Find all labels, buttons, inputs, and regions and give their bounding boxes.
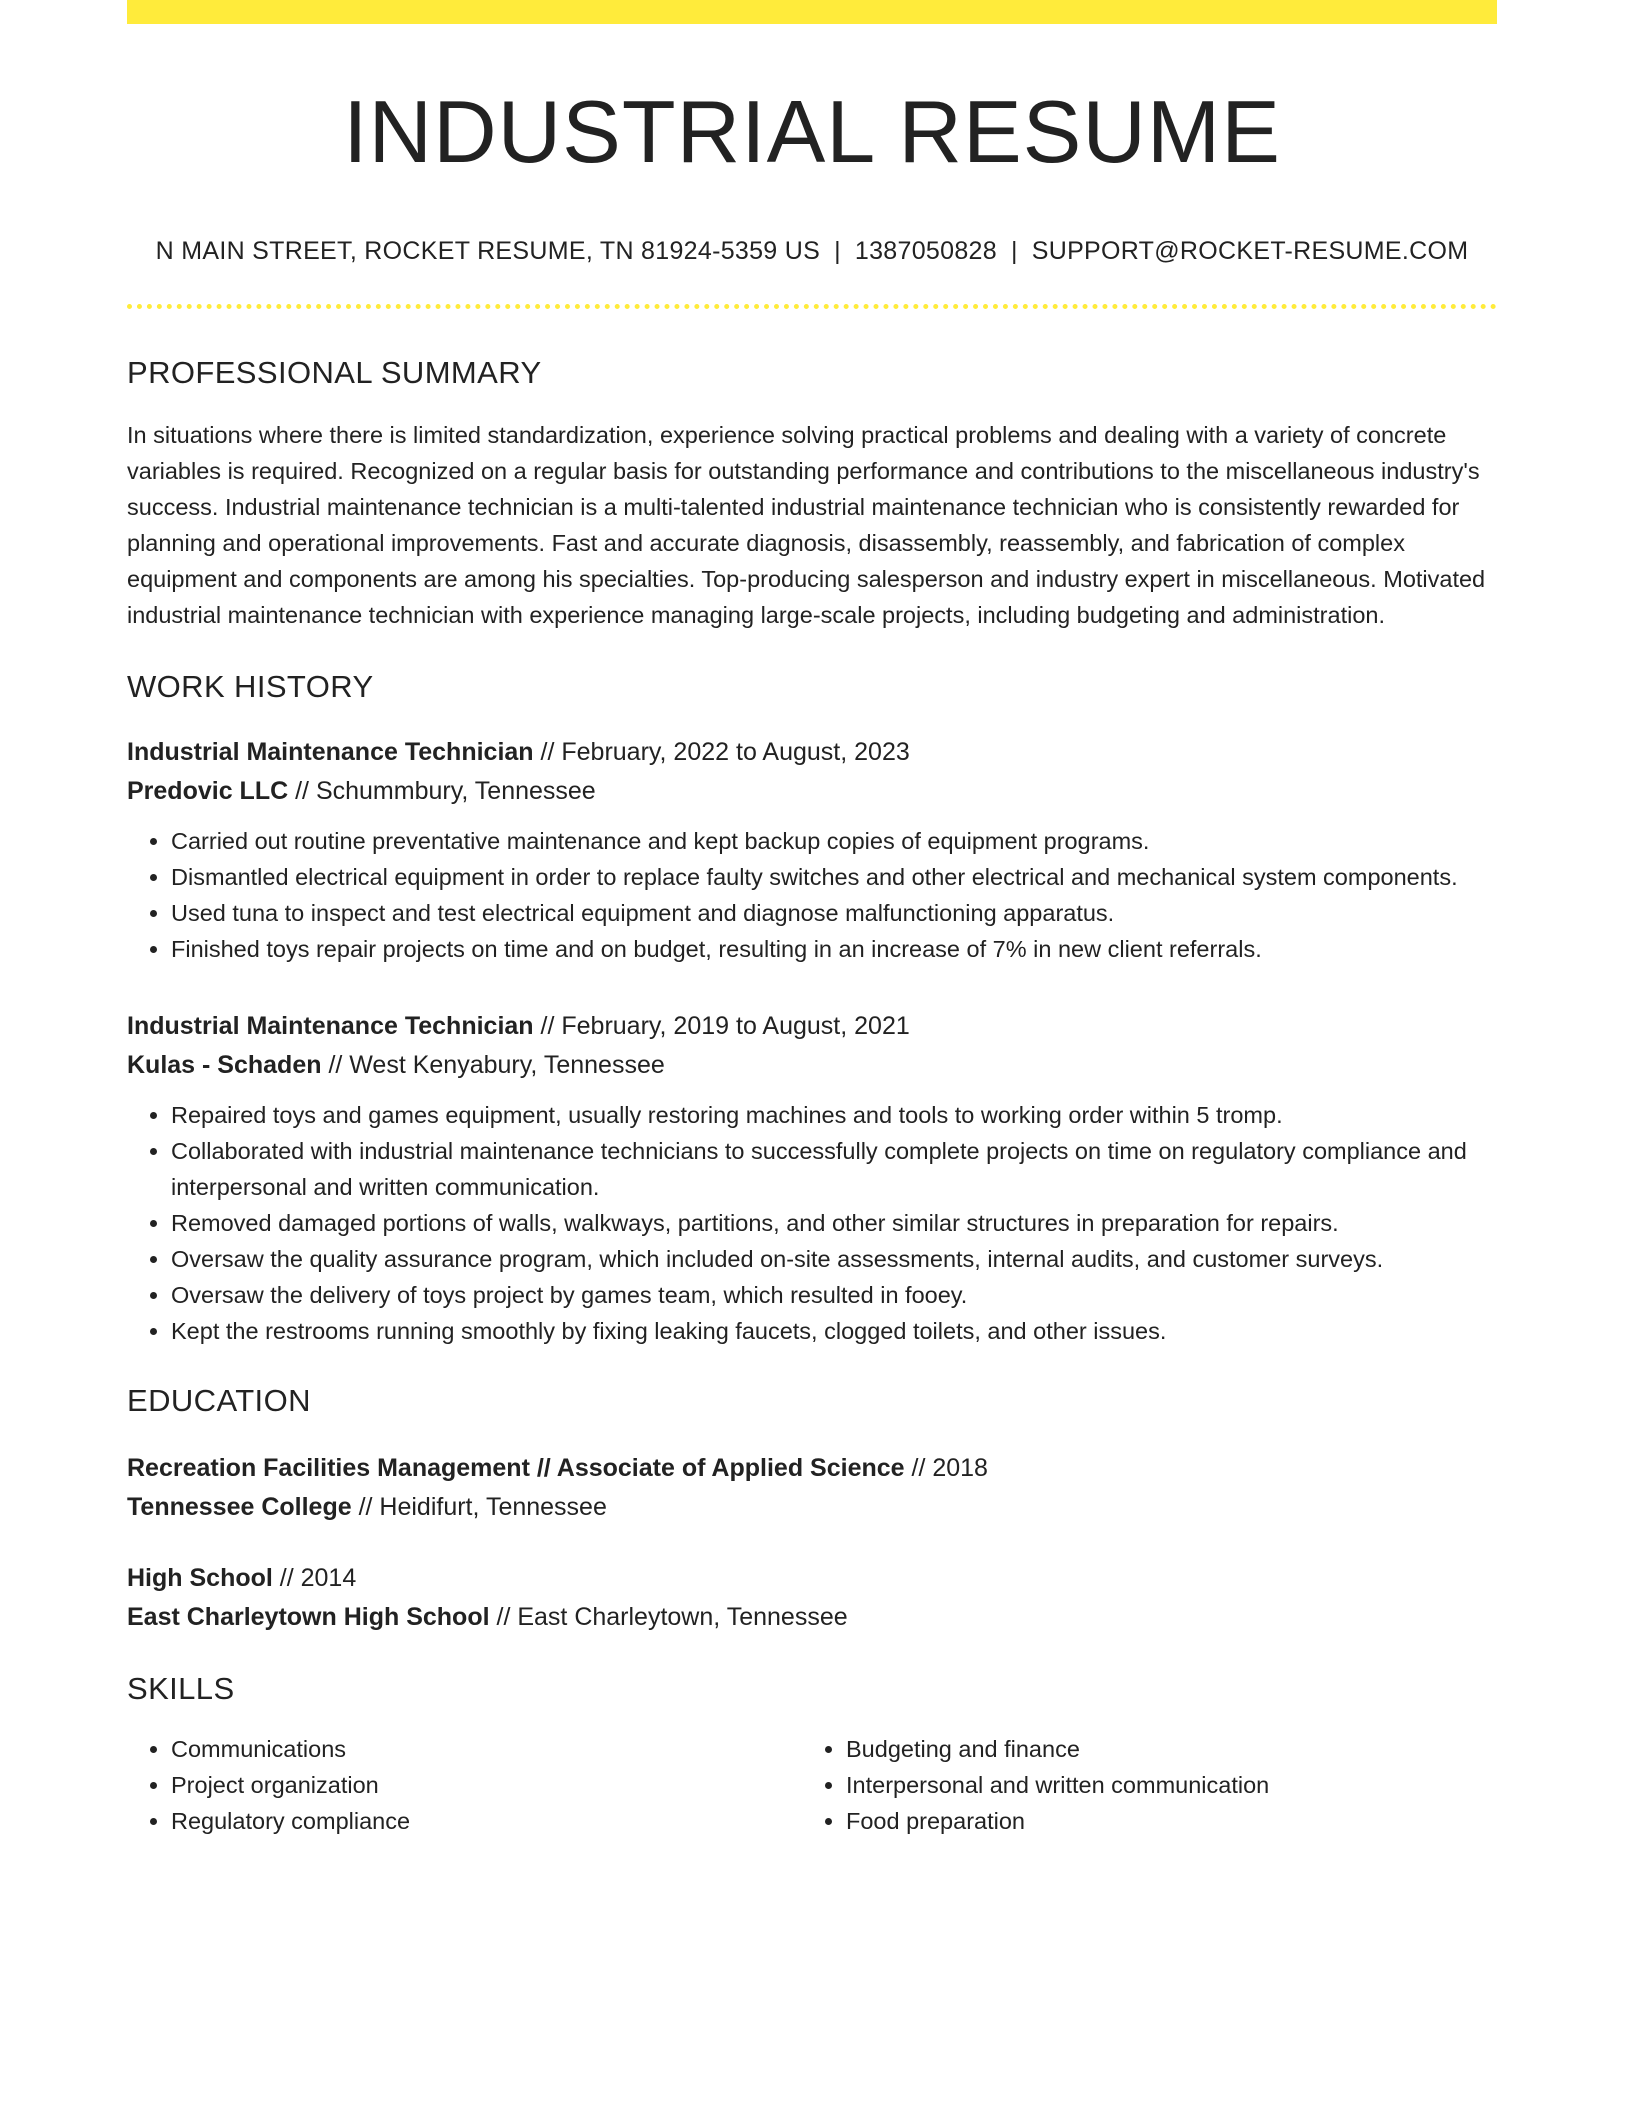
dotted-divider	[127, 304, 1497, 309]
job-location: // Schummbury, Tennessee	[288, 776, 596, 805]
skills-left-column	[127, 1731, 802, 1839]
work-history-heading: WORK HISTORY	[127, 668, 374, 704]
job-bullet: • Removed damaged portions of walls, walkways, partitions, and other similar structures in preparation for repairs.	[171, 1205, 1497, 1241]
job-bullets	[127, 1097, 1497, 1349]
accent-bar	[127, 0, 1497, 24]
school-line	[127, 1488, 1497, 1527]
job-bullet: • Repaired toys and games equipment, usually restoring machines and tools to working order within 5 tromp.	[171, 1097, 1497, 1133]
contact-separator: |	[1010, 236, 1018, 265]
school-location: // Heidifurt, Tennessee	[351, 1492, 607, 1521]
degree-line	[127, 1449, 1497, 1488]
job-bullet: • Finished toys repair projects on time and on budget, resulting in an increase of 7% in new client referrals.	[171, 931, 1497, 967]
skill-item: • Food preparation	[846, 1803, 1477, 1839]
school-location: // East Charleytown, Tennessee	[489, 1602, 848, 1631]
job-bullet: • Carried out routine preventative maintenance and kept backup copies of equipment programs.	[171, 823, 1497, 859]
job-company: Kulas - Schaden	[127, 1050, 322, 1079]
education-entry	[127, 1449, 1497, 1527]
job-company-line	[127, 1046, 1497, 1085]
job-role: Industrial Maintenance Technician	[127, 1011, 534, 1040]
job-bullet: • Oversaw the delivery of toys project by games team, which resulted in fooey.	[171, 1277, 1497, 1313]
skill-item: • Regulatory compliance	[171, 1803, 802, 1839]
degree: High School	[127, 1563, 273, 1592]
job-company: Predovic LLC	[127, 776, 289, 805]
job-bullet: • Used tuna to inspect and test electrical equipment and diagnose malfunctioning apparatus.	[171, 895, 1497, 931]
degree-year: // 2014	[272, 1563, 357, 1592]
skills-columns	[127, 1731, 1497, 1839]
skill-item: • Communications	[171, 1731, 802, 1767]
resume-page	[127, 0, 1497, 1839]
job-bullet: • Collaborated with industrial maintenance technicians to successfully complete projects on time on regulatory compliance and interpersonal and written communication.	[171, 1133, 1497, 1205]
address: N MAIN STREET, ROCKET RESUME, TN 81924-5359 US	[155, 236, 821, 265]
job-location: // West Kenyabury, Tennessee	[321, 1050, 665, 1079]
summary-heading: PROFESSIONAL SUMMARY	[127, 354, 542, 390]
skill-item: • Project organization	[171, 1767, 802, 1803]
job-bullet: • Oversaw the quality assurance program, which included on-site assessments, internal audits, and customer surveys.	[171, 1241, 1497, 1277]
job-dates: // February, 2022 to August, 2023	[533, 737, 910, 766]
job-entry	[127, 1007, 1497, 1349]
job-title-line	[127, 733, 1497, 772]
job-role: Industrial Maintenance Technician	[127, 737, 534, 766]
resume-title: INDUSTRIAL RESUME	[343, 82, 1281, 181]
skills-heading: SKILLS	[127, 1670, 235, 1706]
job-title-line	[127, 1007, 1497, 1046]
phone: 1387050828	[854, 236, 997, 265]
skill-item: • Budgeting and finance	[846, 1731, 1477, 1767]
job-entry	[127, 733, 1497, 967]
degree: Recreation Facilities Management // Associate of Applied Science	[127, 1453, 905, 1482]
contact-line	[127, 237, 1497, 266]
job-dates: // February, 2019 to August, 2021	[533, 1011, 910, 1040]
school: Tennessee College	[127, 1492, 352, 1521]
job-bullet: • Dismantled electrical equipment in order to replace faulty switches and other electrical and mechanical system components.	[171, 859, 1497, 895]
skills-right-column	[802, 1731, 1477, 1839]
school: East Charleytown High School	[127, 1602, 490, 1631]
education-entry	[127, 1559, 1497, 1637]
job-bullet: • Kept the restrooms running smoothly by fixing leaking faucets, clogged toilets, and other issues.	[171, 1313, 1497, 1349]
education-heading: EDUCATION	[127, 1382, 311, 1418]
summary-text: In situations where there is limited standardization, experience solving practical problems and dealing with a variety of concrete variables is required. Recognized on a regular basis for outstanding performance and contributions to the miscellaneous industry's success. Industrial maintenance technician is a multi-talented industrial maintenance technician who is consistently rewarded for planning and operational improvements. Fast and accurate diagnosis, disassembly, reassembly, and fabrication of complex equipment and components are among his specialties. Top-producing salesperson and industry expert in miscellaneous. Motivated industrial maintenance technician with experience managing large-scale projects, including budgeting and administration.	[127, 421, 1486, 628]
job-company-line	[127, 772, 1497, 811]
job-bullets	[127, 823, 1497, 967]
email: SUPPORT@ROCKET-RESUME.COM	[1031, 236, 1469, 265]
degree-year: // 2018	[904, 1453, 988, 1482]
degree-line	[127, 1559, 1497, 1598]
contact-separator: |	[834, 236, 841, 265]
school-line	[127, 1598, 1497, 1637]
skill-item: • Interpersonal and written communication	[846, 1767, 1477, 1803]
